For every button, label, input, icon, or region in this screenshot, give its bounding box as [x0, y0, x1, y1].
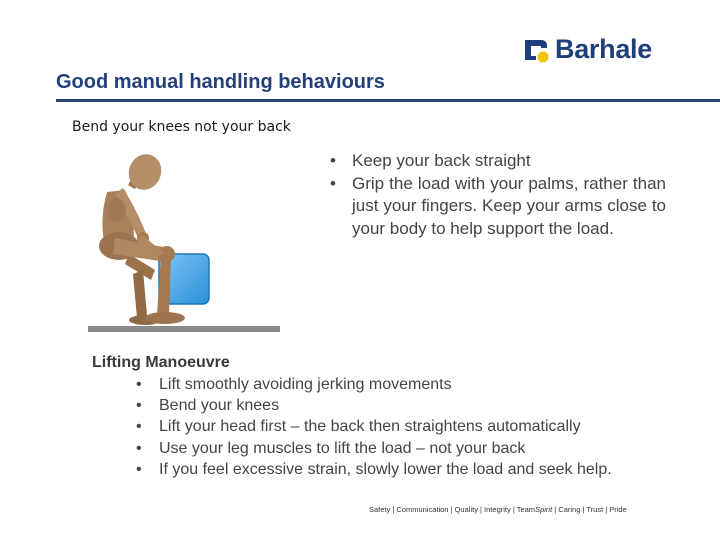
- lifting-manoeuvre-section: [92, 352, 652, 480]
- tip-item: • Keep your back straight: [330, 150, 666, 173]
- lifting-step: • Lift your head first – the back then straightens automatically: [92, 416, 652, 437]
- footer-text-before: Safety | Communication | Quality | Integrity | Team: [369, 505, 536, 514]
- subtitle: Bend your knees not your back: [72, 119, 291, 135]
- lifting-heading: Lifting Manoeuvre: [92, 354, 230, 371]
- page-title: Good manual handling behaviours: [56, 71, 385, 93]
- footer-text-italic: Spirit: [535, 505, 553, 514]
- mannequin-lifting-illustration: [85, 150, 285, 335]
- logo-text: Barhale: [555, 34, 652, 64]
- lifting-step: • If you feel excessive strain, slowly lower the load and seek help.: [92, 459, 652, 480]
- lifting-step: • Bend your knees: [92, 395, 652, 416]
- lifting-step: • Lift smoothly avoiding jerking movements: [92, 374, 652, 395]
- tip-item: • Grip the load with your palms, rather than just your fingers. Keep your arms close to your body to help support the load.: [330, 173, 666, 241]
- footer-text-after: | Caring | Trust | Pride: [552, 505, 627, 514]
- barhale-logo: [522, 34, 692, 66]
- title-divider: [56, 99, 720, 102]
- lifting-step: • Use your leg muscles to lift the load – not your back: [92, 438, 652, 459]
- barhale-logo-mark-icon: [522, 37, 550, 63]
- floor-line: [88, 326, 280, 332]
- lifting-steps-list: [92, 374, 652, 480]
- tips-list: [330, 150, 666, 240]
- values-footer: [369, 505, 627, 514]
